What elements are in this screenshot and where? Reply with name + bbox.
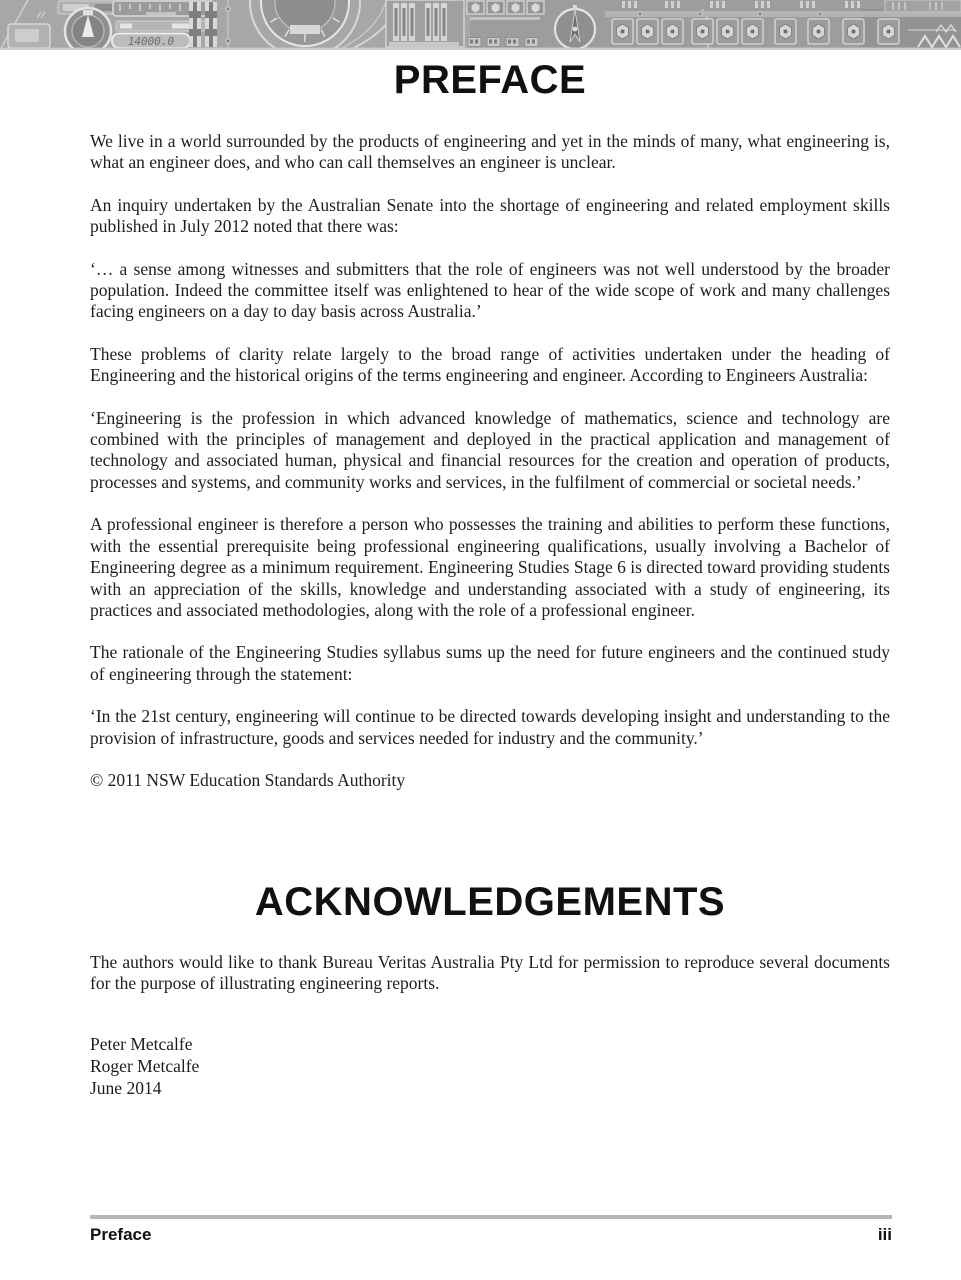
altimeter-readout: 14000.0 — [127, 35, 175, 48]
quote-paragraph: ‘In the 21st century, engineering will continue to be directed towards developing insight and understanding to the provision of infrastructure, goods and services needed for industry and the community.’ — [90, 706, 890, 748]
cockpit-panel-image — [0, 0, 961, 50]
page-title: PREFACE — [393, 58, 587, 102]
acknowledgements-title: ACKNOWLEDGEMENTS — [254, 880, 726, 924]
preface-body — [90, 131, 890, 812]
footer-rule — [90, 1215, 892, 1219]
paragraph: These problems of clarity relate largely to the broad range of activities undertaken under the heading of Engineering and the historical origins of the terms engineering and engineer. According to Engineers Australia: — [90, 343, 890, 386]
paragraph: We live in a world surrounded by the products of engineering and yet in the minds of many, what engineering is, what an engineer does, and who can call themselves an engineer is unclear. — [90, 131, 890, 173]
copyright-line: © 2011 NSW Education Standards Authority — [90, 769, 406, 790]
paragraph: The rationale of the Engineering Studies syllabus sums up the need for future engineers and the continued study of engineering through the statement: — [90, 642, 890, 684]
footer-section-label: Preface — [90, 1225, 152, 1244]
acknowledgements-body — [90, 952, 890, 1016]
page-footer — [90, 1225, 892, 1245]
paragraph: The authors would like to thank Bureau Veritas Australia Pty Ltd for permission to reproduce several documents for the purpose of illustrating engineering reports. — [90, 952, 890, 994]
paragraph: An inquiry undertaken by the Australian Senate into the shortage of engineering and related employment skills published in July 2012 noted that there was: — [90, 194, 890, 237]
signature-date: June 2014 — [90, 1078, 162, 1098]
author-name: Roger Metcalfe — [90, 1056, 200, 1076]
footer-page-number: iii — [877, 1225, 892, 1244]
author-name: Peter Metcalfe — [90, 1034, 193, 1054]
paragraph: A professional engineer is therefore a person who possesses the training and abilities to perform these functions, with the essential prerequisite being professional engineering qualifications, usually involving a Bachelor of Engineering degree as a minimum requirement. Engineering Studies Stage 6 is directed toward providing students with an appreciation of the skills, knowledge and understanding associated with a study of engineering, its practices and associated methodologies, along with the role of a professional engineer. — [90, 514, 890, 620]
signature-block — [90, 1033, 890, 1099]
quote-paragraph: ‘… a sense among witnesses and submitters that the role of engineers was not well understood by the broader population. Indeed the committee itself was enlightened to hear of the wide scope of work and many challenges facing engineers on a day to day basis across Australia.’ — [90, 258, 890, 322]
quote-paragraph: ‘Engineering is the profession in which advanced knowledge of mathematics, science and technology are combined with the principles of management and deployed in the practical application and management of technology and associated human, physical and financial resources for the creation and operation of products, processes and systems, and community works and services, in the fulfilment of commercial or societal needs.’ — [90, 407, 890, 492]
